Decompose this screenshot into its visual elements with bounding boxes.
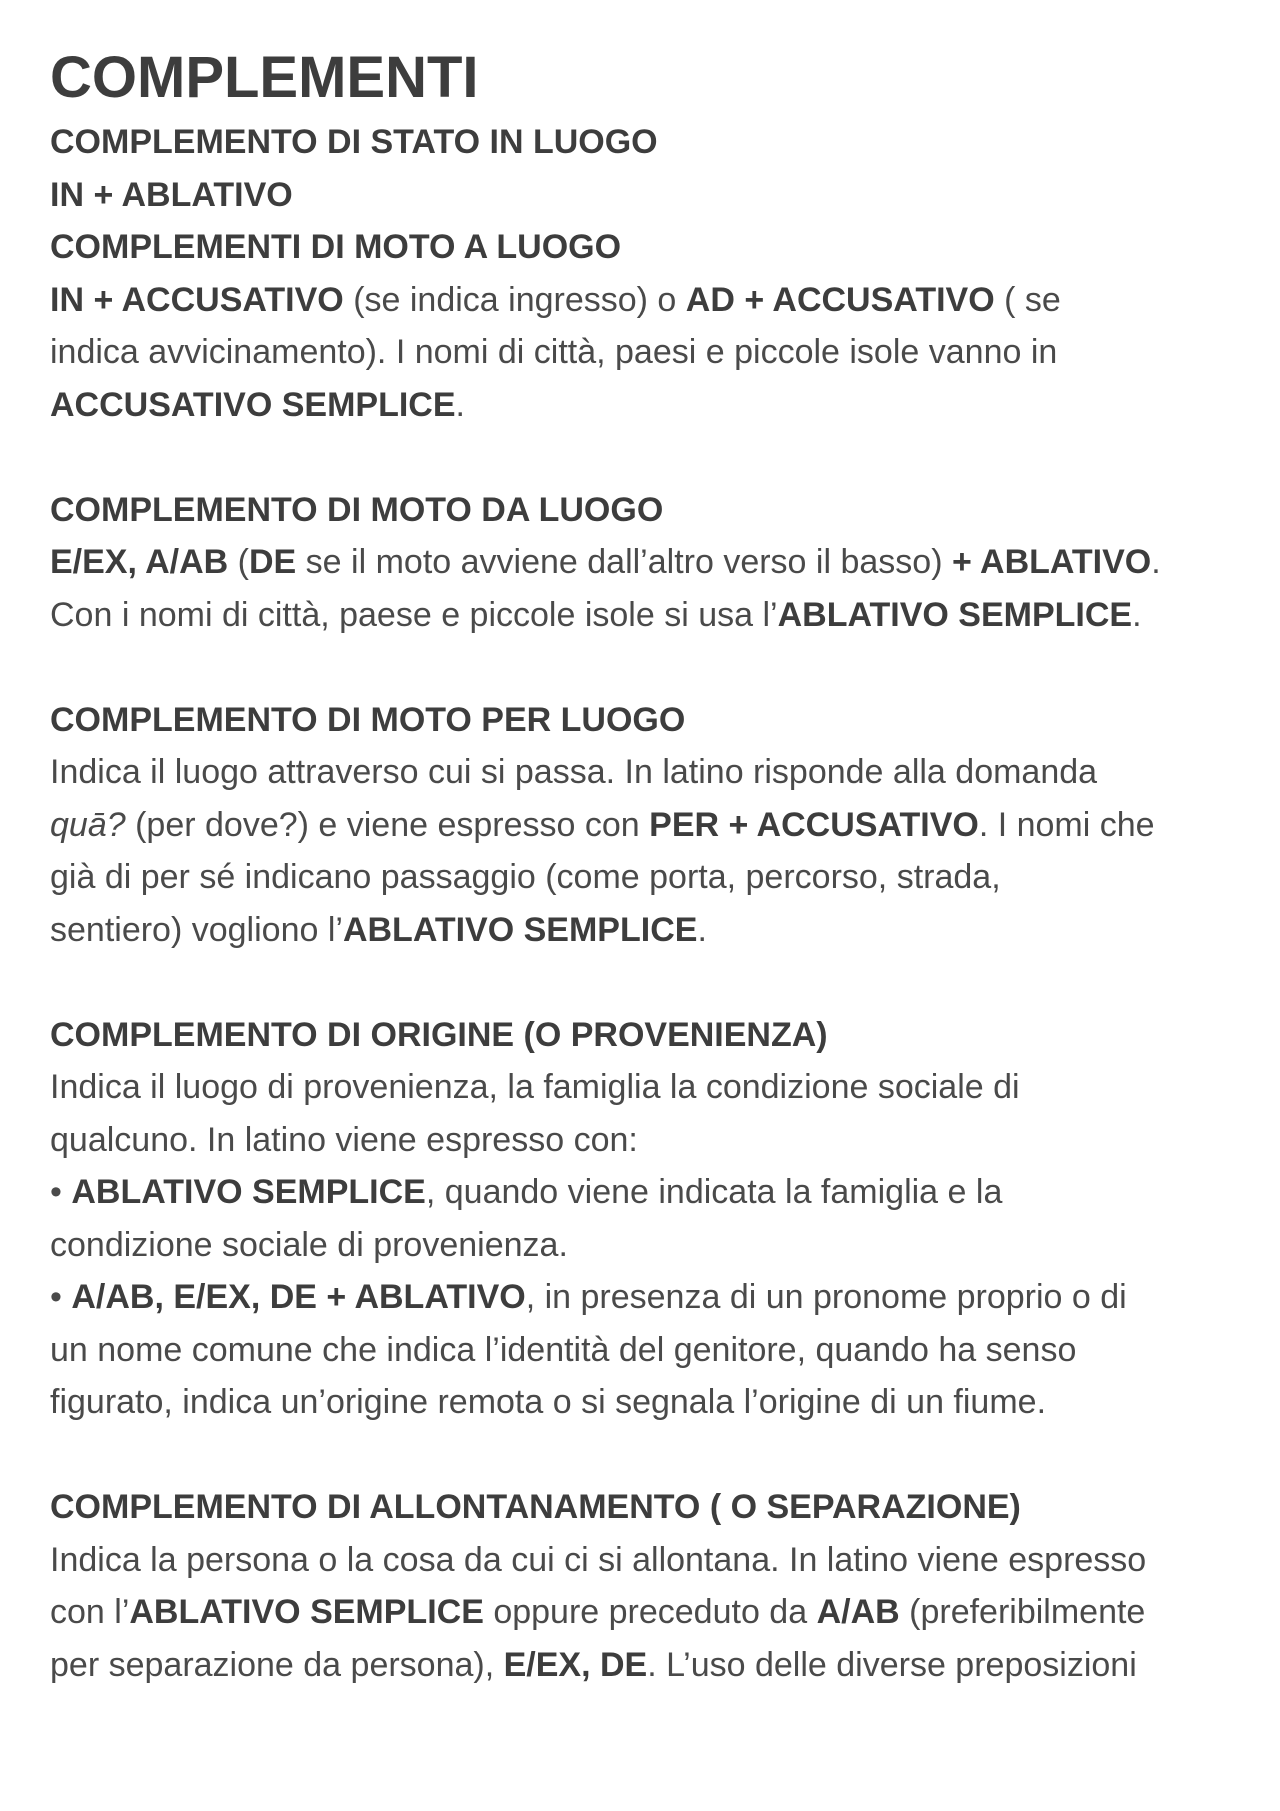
- section-heading-moto-da: COMPLEMENTO DI MOTO DA LUOGO: [50, 490, 664, 529]
- text-run: se il moto avviene dall’altro verso il basso): [296, 543, 952, 581]
- bold-term: PER + ACCUSATIVO: [649, 805, 979, 844]
- section-gap: [50, 641, 1240, 694]
- moto-da-line-2: [50, 589, 1240, 642]
- bold-term: ABLATIVO SEMPLICE: [71, 1173, 426, 1211]
- moto-da-line-1: [50, 536, 1240, 589]
- section-heading-origine: COMPLEMENTO DI ORIGINE (O PROVENIENZA): [50, 1015, 828, 1054]
- bold-term: A/AB, E/EX, DE + ABLATIVO: [71, 1278, 526, 1316]
- bold-term: DE: [249, 543, 297, 581]
- text-run: oppure preceduto da: [483, 1593, 817, 1631]
- page-title: COMPLEMENTI: [50, 45, 479, 110]
- section-gap: [50, 956, 1240, 1009]
- bold-term: ABLATIVO SEMPLICE: [129, 1593, 484, 1631]
- bold-term: AD + ACCUSATIVO: [685, 280, 995, 319]
- bullet-icon: •: [50, 1278, 72, 1316]
- moto-a-line-3: [50, 379, 1240, 432]
- text-run: .: [1132, 595, 1142, 634]
- bold-term: + ABLATIVO: [951, 543, 1152, 581]
- text-run: (se indica ingresso) o: [343, 280, 686, 319]
- moto-per-line-3: già di per sé indicano passaggio (come porta, percorso, strada,: [50, 858, 1001, 896]
- moto-a-line-1: [50, 274, 1240, 327]
- text-run: . L’uso delle diverse preposizioni: [647, 1645, 1137, 1684]
- section-gap: [50, 431, 1240, 484]
- bold-term: A/AB: [816, 1593, 900, 1631]
- text-run: (preferibilmente: [899, 1593, 1146, 1631]
- allontanamento-line-2: [50, 1586, 1240, 1639]
- origine-bullet-2: [50, 1271, 1240, 1324]
- text-run: (per dove?) e viene espresso con: [125, 805, 650, 844]
- bold-term: IN + ACCUSATIVO: [50, 280, 344, 319]
- allontanamento-line-3: [50, 1639, 1240, 1692]
- document-page: [50, 40, 1240, 1691]
- text-run: (: [228, 543, 249, 581]
- text-run: con l’: [50, 1593, 130, 1631]
- section-heading-moto-a: COMPLEMENTI DI MOTO A LUOGO: [50, 228, 622, 266]
- bold-term: E/EX, DE: [503, 1645, 648, 1684]
- origine-bullet-1: [50, 1166, 1240, 1219]
- bold-term: ACCUSATIVO SEMPLICE: [50, 385, 456, 424]
- bold-term: ABLATIVO SEMPLICE: [777, 595, 1133, 634]
- bold-term: ABLATIVO SEMPLICE: [342, 910, 698, 949]
- text-run: sentiero) vogliono l’: [50, 910, 343, 949]
- text-run: , in presenza di un pronome proprio o di: [525, 1278, 1127, 1316]
- section-heading-moto-per: COMPLEMENTO DI MOTO PER LUOGO: [50, 700, 686, 739]
- text-run: . I nomi che: [978, 805, 1155, 844]
- bold-term: E/EX, A/AB: [50, 543, 229, 581]
- origine-line-1: Indica il luogo di provenienza, la famiglia la condizione sociale di: [50, 1068, 1020, 1106]
- text-run: Con i nomi di città, paese e piccole isole si usa l’: [50, 595, 778, 634]
- section-heading-allontanamento: COMPLEMENTO DI ALLONTANAMENTO ( O SEPARAZIONE): [50, 1488, 1021, 1526]
- allontanamento-line-1: Indica la persona o la cosa da cui ci si allontana. In latino viene espresso: [50, 1540, 1147, 1579]
- text-run: .: [697, 910, 707, 949]
- moto-per-line-1: Indica il luogo attraverso cui si passa. In latino risponde alla domanda: [50, 753, 1098, 791]
- text-run: ( se: [994, 280, 1061, 319]
- origine-line-2: qualcuno. In latino viene espresso con:: [50, 1120, 638, 1159]
- origine-line-4: condizione sociale di provenienza.: [50, 1225, 568, 1264]
- text-run: , quando viene indicata la famiglia e la: [425, 1173, 1003, 1211]
- text-run: .: [1151, 543, 1161, 581]
- origine-line-7: figurato, indica un’origine remota o si segnala l’origine di un fiume.: [50, 1383, 1047, 1421]
- bullet-icon: •: [50, 1173, 72, 1211]
- italic-term: quā?: [50, 805, 126, 844]
- stato-rule: IN + ABLATIVO: [50, 175, 293, 214]
- moto-per-line-4: [50, 904, 1240, 957]
- section-gap: [50, 1429, 1240, 1482]
- text-run: .: [455, 385, 465, 424]
- moto-a-line-2: indica avvicinamento). I nomi di città, paesi e piccole isole vanno in: [50, 333, 1058, 371]
- text-run: per separazione da persona),: [50, 1645, 504, 1684]
- origine-line-6: un nome comune che indica l’identità del genitore, quando ha senso: [50, 1330, 1077, 1369]
- section-heading-stato: COMPLEMENTO DI STATO IN LUOGO: [50, 123, 658, 161]
- moto-per-line-2: [50, 799, 1240, 852]
